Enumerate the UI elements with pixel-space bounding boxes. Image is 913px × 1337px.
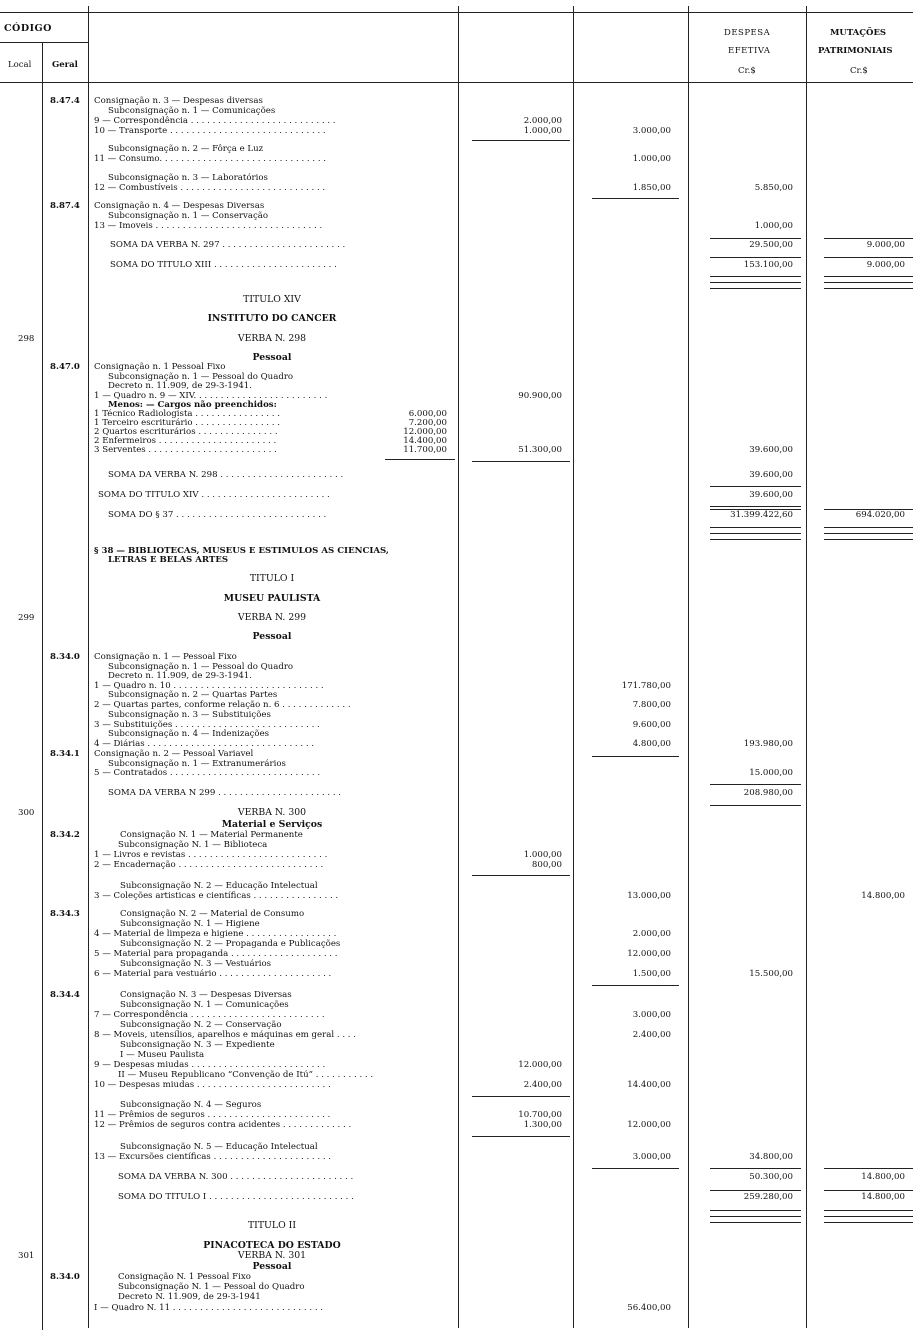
amount-c3: 15.000,00: [749, 768, 793, 778]
line-text: 1 — Quadro n. 9 — XIV. . . . . . . . . . . . . . . . . . . . . . . . .: [94, 391, 328, 401]
sum-rule: [710, 527, 801, 528]
amount-c4: 14.800,00: [861, 1192, 905, 1202]
header-crs-despesa: Cr.$: [738, 66, 756, 76]
code-geral: 8.34.0: [50, 1272, 80, 1282]
header-local: Local: [8, 60, 32, 70]
amount-c3: 39.600,00: [749, 470, 793, 480]
line-text: Consignação n. 3 — Despesas diversas: [94, 96, 263, 106]
line-text: MUSEU PAULISTA: [223, 593, 321, 604]
line-text: Subconsignação n. 1 — Pessoal do Quadro: [108, 662, 294, 672]
sum-rule: [385, 459, 455, 460]
line-text: 11 — Prêmios de seguros . . . . . . . . . . . . . . . . . . . . . . .: [94, 1110, 331, 1120]
amount-c1: 1.000,00: [523, 850, 562, 860]
line-text: SOMA DO § 37 . . . . . . . . . . . . . . . . . . . . . . . . . . . .: [108, 510, 327, 520]
line-text: 9 — Despesas miudas . . . . . . . . . . . . . . . . . . . . . . . . .: [94, 1060, 326, 1070]
line-text: 5 — Material para propaganda . . . . . . . . . . . . . . . . . . . .: [94, 949, 338, 959]
line-text: Menos: — Cargos não preenchidos:: [108, 400, 277, 410]
sum-rule: [592, 198, 679, 199]
line-text: 1 Técnico Radiologista . . . . . . . . . . . . . . . .: [94, 409, 280, 419]
line-text: 8 — Moveis, utensílios, aparelhos e máquinas em geral . . . .: [94, 1030, 356, 1040]
amount-c2: 3.000,00: [632, 1010, 671, 1020]
line-text: Consignação n. 4 — Despesas Diversas: [94, 201, 265, 211]
amount-c2: 2.000,00: [632, 929, 671, 939]
line-text: 4 — Material de limpeza e higiene . . . . . . . . . . . . . . . . .: [94, 929, 337, 939]
amount-c3: 15.500,00: [749, 969, 793, 979]
sum-rule: [710, 1210, 801, 1211]
code-local: 300: [18, 808, 35, 818]
header-codigo: CÓDIGO: [4, 23, 52, 34]
amount-c2: 2.400,00: [632, 1030, 671, 1040]
line-text: 10 — Despesas miudas . . . . . . . . . . . . . . . . . . . . . . . . .: [94, 1080, 331, 1090]
line-text: I — Museu Paulista: [120, 1050, 205, 1060]
amount-c0: 12.000,00: [403, 427, 447, 437]
sum-rule: [472, 461, 570, 462]
amount-c1: 2.400,00: [523, 1080, 562, 1090]
sum-rule: [472, 1136, 570, 1137]
line-text: 5 — Contratados . . . . . . . . . . . . . . . . . . . . . . . . . . . .: [94, 768, 321, 778]
line-text: Subconsignação n. 1 — Pessoal do Quadro: [108, 372, 294, 382]
line-text: LETRAS E BELAS ARTES: [108, 555, 229, 565]
sum-rule: [592, 1168, 679, 1169]
line-text: 13 — Imoveis . . . . . . . . . . . . . . . . . . . . . . . . . . . . . . .: [94, 221, 323, 231]
amount-c0: 11.700,00: [403, 445, 447, 455]
sum-rule: [824, 1190, 913, 1191]
line-text: PINACOTECA DO ESTADO: [203, 1240, 341, 1251]
line-text: Consignação N. 1 Pessoal Fixo: [118, 1272, 251, 1282]
line-text: Subconsignação n. 1 — Conservação: [108, 211, 269, 221]
line-text: 12 — Combustíveis . . . . . . . . . . . . . . . . . . . . . . . . . . .: [94, 183, 326, 193]
line-text: § 38 — BIBLIOTECAS, MUSEUS E ESTIMULOS AS CIENCIAS,: [94, 546, 389, 556]
line-text: 2 Enfermeiros . . . . . . . . . . . . . . . . . . . . . .: [94, 436, 277, 446]
line-text: Subconsignação N. 4 — Seguros: [120, 1100, 262, 1110]
sum-rule: [824, 533, 913, 534]
col-rule-local: [42, 42, 43, 1330]
sum-rule: [824, 1168, 913, 1169]
code-geral: 8.47.4: [50, 96, 80, 106]
line-text: 2 — Quartas partes, conforme relação n. 6 . . . . . . . . . . . . .: [94, 700, 351, 710]
line-text: 1 — Quadro n. 10 . . . . . . . . . . . . . . . . . . . . . . . . . . . .: [94, 681, 324, 691]
sum-rule: [710, 1222, 801, 1223]
line-text: Subconsignação n. 3 — Substituições: [108, 710, 271, 720]
sum-rule: [710, 1168, 801, 1169]
amount-c2: 1.850,00: [632, 183, 671, 193]
amount-c4: 9.000,00: [866, 240, 905, 250]
line-text: 12 — Prêmios de seguros contra acidentes . . . . . . . . . . . . .: [94, 1120, 352, 1130]
header-mutacoes: MUTAÇÕES: [830, 28, 887, 38]
amount-c2: 56.400,00: [627, 1303, 671, 1313]
line-text: SOMA DA VERBA N. 297 . . . . . . . . . . . . . . . . . . . . . . .: [110, 240, 346, 250]
amount-c2: 12.000,00: [627, 1120, 671, 1130]
amount-c3: 259.280,00: [743, 1192, 793, 1202]
amount-c0: 7.200,00: [408, 418, 447, 428]
sum-rule: [824, 238, 913, 239]
sum-rule: [710, 533, 801, 534]
amount-c0: 6.000,00: [408, 409, 447, 419]
amount-c1: 12.000,00: [518, 1060, 562, 1070]
sum-rule: [710, 282, 801, 283]
amount-c3: 208.980,00: [743, 788, 793, 798]
code-local: 298: [18, 334, 35, 344]
line-text: 9 — Correspondência . . . . . . . . . . . . . . . . . . . . . . . . . . .: [94, 116, 336, 126]
header-efetiva: EFETIVA: [728, 46, 771, 56]
amount-c3: 153.100,00: [743, 260, 793, 270]
line-text: Subconsignação N. 3 — Expediente: [120, 1040, 275, 1050]
code-local: 299: [18, 613, 35, 623]
header-crs-mutacoes: Cr.$: [850, 66, 868, 76]
sum-rule: [710, 805, 801, 806]
line-text: 3 Serventes . . . . . . . . . . . . . . . . . . . . . . . .: [94, 445, 277, 455]
amount-c2: 1.000,00: [632, 154, 671, 164]
line-text: 6 — Material para vestuário . . . . . . . . . . . . . . . . . . . . .: [94, 969, 332, 979]
sum-rule: [710, 1216, 801, 1217]
code-geral: 8.87.4: [50, 201, 80, 211]
col-rule-desc: [458, 6, 459, 1328]
line-text: I — Quadro N. 11 . . . . . . . . . . . . . . . . . . . . . . . . . . . .: [94, 1303, 324, 1313]
amount-c2: 13.000,00: [627, 891, 671, 901]
line-text: Subconsignação N. 1 — Pessoal do Quadro: [118, 1282, 305, 1292]
header-mid-rule: [0, 42, 88, 43]
line-text: TITULO I: [249, 573, 295, 584]
line-text: 2 — Encadernação . . . . . . . . . . . . . . . . . . . . . . . . . . .: [94, 860, 324, 870]
header-patrimoniais: PATRIMONIAIS: [818, 46, 893, 56]
line-text: Subconsignação N. 5 — Educação Intelectual: [120, 1142, 318, 1152]
line-text: Subconsignação N. 2 — Propaganda e Publicações: [120, 939, 341, 949]
line-text: 13 — Excursões científicas . . . . . . . . . . . . . . . . . . . . . .: [94, 1152, 332, 1162]
line-text: Subconsignação n. 4 — Indenizações: [108, 729, 270, 739]
line-text: VERBA N. 298: [237, 333, 307, 344]
line-text: TITULO XIV: [243, 294, 301, 305]
line-text: VERBA N. 301: [237, 1250, 307, 1261]
code-geral: 8.34.0: [50, 652, 80, 662]
line-text: 7 — Correspondência . . . . . . . . . . . . . . . . . . . . . . . . .: [94, 1010, 325, 1020]
sum-rule: [824, 282, 913, 283]
sum-rule: [824, 527, 913, 528]
amount-c3: 193.980,00: [743, 739, 793, 749]
line-text: SOMA DO TÍTULO XIII . . . . . . . . . . . . . . . . . . . . . . .: [110, 260, 337, 270]
header-bottom-rule: [0, 82, 913, 83]
sum-rule: [710, 1190, 801, 1191]
line-text: Pessoal: [252, 631, 292, 642]
col-rule-c1: [573, 6, 574, 1328]
line-text: Subconsignação n. 2 — Fôrça e Luz: [108, 144, 264, 154]
line-text: 3 — Coleções artisticas e científicas . . . . . . . . . . . . . . . .: [94, 891, 339, 901]
code-geral: 8.34.1: [50, 749, 80, 759]
line-text: 3 — Substituições . . . . . . . . . . . . . . . . . . . . . . . . . . .: [94, 720, 320, 730]
line-text: Decreto n. 11.909, de 29-3-1941.: [108, 671, 253, 681]
amount-c3: 31.399.422,60: [730, 510, 793, 520]
line-text: INSTITUTO DO CANCER: [207, 313, 337, 324]
sum-rule: [472, 140, 570, 141]
line-text: II — Museu Republicano “Convenção de Itú” . . . . . . . . . . .: [118, 1070, 374, 1080]
line-text: Pessoal: [252, 352, 292, 363]
amount-c3: 50.300,00: [749, 1172, 793, 1182]
line-text: Decreto N. 11.909, de 29-3-1941: [118, 1292, 261, 1302]
amount-c2: 9.600,00: [632, 720, 671, 730]
sum-rule: [592, 985, 679, 986]
line-text: Subconsignação N. 1 — Higiene: [120, 919, 260, 929]
sum-rule: [824, 276, 913, 277]
amount-c1: 1.300,00: [523, 1120, 562, 1130]
line-text: 11 — Consumo. . . . . . . . . . . . . . . . . . . . . . . . . . . . . . .: [94, 154, 327, 164]
amount-c2: 171.780,00: [621, 681, 671, 691]
line-text: SOMA DO TÍTULO I . . . . . . . . . . . . . . . . . . . . . . . . . . .: [118, 1192, 354, 1202]
line-text: 1 — Livros e revistas . . . . . . . . . . . . . . . . . . . . . . . . . .: [94, 850, 328, 860]
line-text: Subconsignação n. 1 — Comunicações: [108, 106, 276, 116]
amount-c3: 29.500,00: [749, 240, 793, 250]
col-rule-c3: [806, 6, 807, 1328]
sum-rule: [472, 875, 570, 876]
amount-c3: 5.850,00: [754, 183, 793, 193]
col-rule-c2: [688, 6, 689, 1328]
sum-rule: [710, 276, 801, 277]
line-text: Subconsignação n. 1 — Extranumerários: [108, 759, 286, 769]
sum-rule: [710, 288, 801, 289]
line-text: Subconsignação N. 2 — Educação Intelectual: [120, 881, 318, 891]
line-text: Decreto n. 11.909, de 29-3-1941.: [108, 381, 253, 391]
line-text: 10 — Transporte . . . . . . . . . . . . . . . . . . . . . . . . . . . . .: [94, 126, 326, 136]
amount-c4: 9.000,00: [866, 260, 905, 270]
amount-c2: 3.000,00: [632, 1152, 671, 1162]
line-text: 2 Quartos escriturários . . . . . . . . . . . . . . .: [94, 427, 278, 437]
amount-c2: 1.500,00: [632, 969, 671, 979]
sum-rule: [824, 509, 913, 510]
sum-rule: [824, 257, 913, 258]
line-text: SOMA DA VERBA N. 300 . . . . . . . . . . . . . . . . . . . . . . .: [118, 1172, 354, 1182]
amount-c3: 34.800,00: [749, 1152, 793, 1162]
sum-rule: [824, 1210, 913, 1211]
amount-c1: 90.900,00: [518, 391, 562, 401]
line-text: 1 Terceiro escriturário . . . . . . . . . . . . . . . .: [94, 418, 280, 428]
code-geral: 8.34.3: [50, 909, 80, 919]
sum-rule: [824, 1216, 913, 1217]
sum-rule: [824, 1222, 913, 1223]
amount-c3: 39.600,00: [749, 445, 793, 455]
sum-rule: [710, 257, 801, 258]
sum-rule: [710, 238, 801, 239]
amount-c4: 14.800,00: [861, 891, 905, 901]
line-text: 4 — Diárias . . . . . . . . . . . . . . . . . . . . . . . . . . . . . . .: [94, 739, 315, 749]
header-despesa: DESPESA: [724, 28, 771, 38]
line-text: Subconsignação N. 3 — Vestuários: [120, 959, 272, 969]
amount-c2: 14.400,00: [627, 1080, 671, 1090]
sum-rule: [592, 756, 679, 757]
sum-rule: [710, 486, 801, 487]
line-text: Subconsignação N. 1 — Biblioteca: [118, 840, 268, 850]
sum-rule: [710, 506, 801, 507]
sum-rule: [824, 288, 913, 289]
line-text: VERBA N. 300: [237, 807, 307, 818]
line-text: Consignação N. 3 — Despesas Diversas: [120, 990, 292, 1000]
line-text: Pessoal: [252, 1261, 292, 1272]
amount-c1: 800,00: [531, 860, 562, 870]
amount-c2: 3.000,00: [632, 126, 671, 136]
code-geral: 8.47.0: [50, 362, 80, 372]
sum-rule: [472, 1096, 570, 1097]
header-top-rule: [0, 12, 913, 13]
amount-c2: 12.000,00: [627, 949, 671, 959]
line-text: Subconsignação n. 3 — Laboratórios: [108, 173, 268, 183]
amount-c1: 1.000,00: [523, 126, 562, 136]
amount-c0: 14.400,00: [403, 436, 447, 446]
sum-rule: [710, 539, 801, 540]
line-text: SOMA DO TÍTULO XIV . . . . . . . . . . . . . . . . . . . . . . . .: [98, 490, 330, 500]
line-text: Subconsignação N. 1 — Comunicações: [120, 1000, 289, 1010]
sum-rule: [710, 784, 801, 785]
line-text: Consignação N. 2 — Material de Consumo: [120, 909, 305, 919]
amount-c2: 4.800,00: [632, 739, 671, 749]
line-text: Subconsignação N. 2 — Conservação: [120, 1020, 282, 1030]
sum-rule: [824, 539, 913, 540]
amount-c2: 7.800,00: [632, 700, 671, 710]
amount-c1: 10.700,00: [518, 1110, 562, 1120]
line-text: Consignação n. 2 — Pessoal Variavel: [94, 749, 254, 759]
line-text: TITULO II: [247, 1220, 296, 1231]
sum-rule: [710, 509, 801, 510]
code-geral: 8.34.2: [50, 830, 80, 840]
code-geral: 8.34.4: [50, 990, 80, 1000]
header-geral: Geral: [52, 60, 78, 70]
col-rule-geral: [88, 6, 89, 1328]
amount-c3: 39.600,00: [749, 490, 793, 500]
line-text: VERBA N. 299: [237, 612, 307, 623]
line-text: Material e Serviços: [221, 819, 323, 830]
line-text: Subconsignação n. 2 — Quartas Partes: [108, 690, 278, 700]
amount-c4: 14.800,00: [861, 1172, 905, 1182]
line-text: Consignação N. 1 — Material Permanente: [120, 830, 303, 840]
amount-c1: 2.000,00: [523, 116, 562, 126]
line-text: Consignação n. 1 Pessoal Fixo: [94, 362, 226, 372]
amount-c3: 1.000,00: [754, 221, 793, 231]
code-local: 301: [18, 1251, 35, 1261]
line-text: Consignação n. 1 — Pessoal Fixo: [94, 652, 237, 662]
amount-c1: 51.300,00: [518, 445, 562, 455]
line-text: SOMA DA VERBA N 299 . . . . . . . . . . . . . . . . . . . . . . .: [108, 788, 342, 798]
line-text: SOMA DA VERBA N. 298 . . . . . . . . . . . . . . . . . . . . . . .: [108, 470, 344, 480]
amount-c4: 694.020,00: [855, 510, 905, 520]
